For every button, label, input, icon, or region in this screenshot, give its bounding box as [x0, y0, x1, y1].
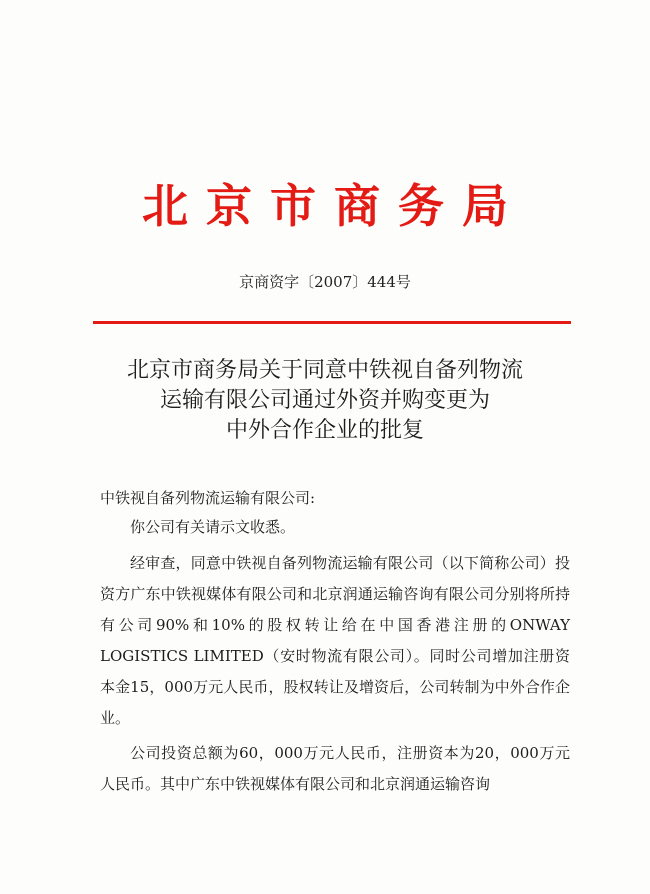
body-paragraph-2: 经审查，同意中铁视自备列物流运输有限公司（以下简称公司）投资方广东中铁视媒体有限公司和北京润通运输咨询有限公司分别将所持有公司90%和10%的股权转让给在中国香港注册的ONWAY LOGISTICS LIMITED（安时物流有限公司）。同时公司增加注册资本金15，000万元人民币，股权转让及增资后，公司转制为中外合作企业。	[100, 554, 570, 727]
title-line-3: 中外合作企业的批复	[225, 418, 424, 443]
document-number: 京商资字〔2007〕444号	[239, 273, 411, 291]
recipient-salutation: 中铁视自备列物流运输有限公司:	[100, 489, 316, 507]
agency-letterhead: 北京市商务局	[142, 179, 526, 233]
letterhead-red-rule	[93, 321, 571, 324]
title-line-1: 北京市商务局关于同意中铁视自备列物流	[126, 358, 523, 383]
body-paragraph-1: 你公司有关请示文收悉。	[130, 518, 296, 536]
body-paragraph-3: 公司投资总额为60，000万元人民币，注册资本为20，000万元人民币。其中广东中铁视媒体有限公司和北京润通运输咨询	[100, 744, 570, 793]
title-line-2: 运输有限公司通过外资并购变更为	[159, 388, 490, 413]
document-title	[0, 356, 650, 446]
